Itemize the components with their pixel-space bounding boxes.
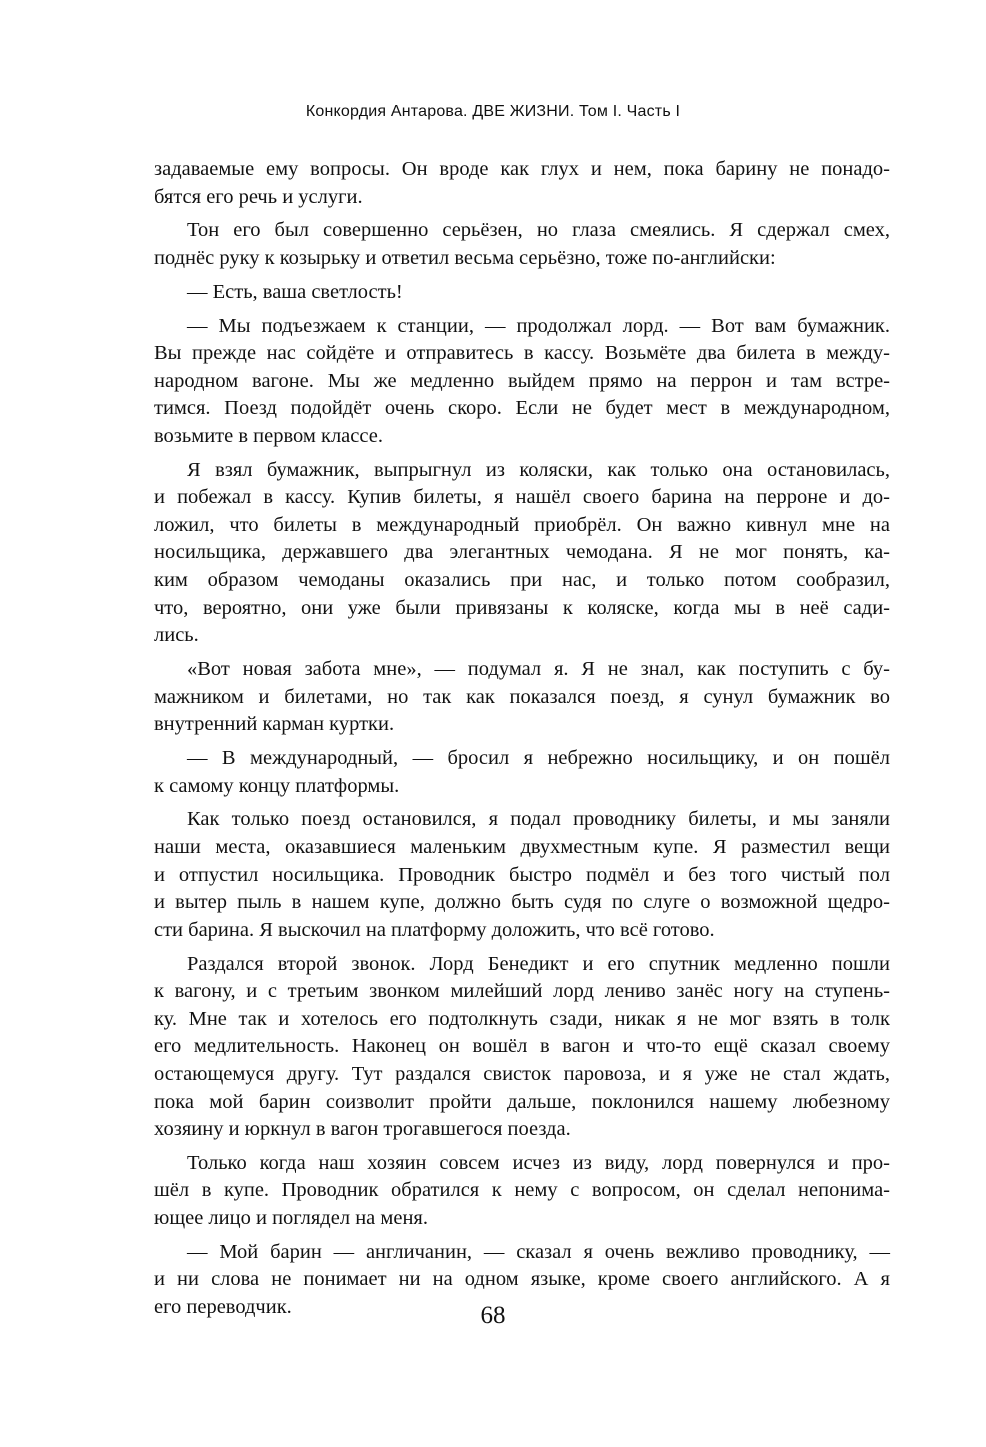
paragraph — [154, 156, 890, 211]
text-line: остающемуся другу. Тут раздался свисток паровоза, и я уже не стал ждать, — [154, 1062, 890, 1085]
text-line: и ни слова не понимает ни на одном языке, кроме своего английского. А я — [154, 1268, 890, 1291]
paragraph — [154, 806, 890, 944]
text-line: лись. — [154, 624, 199, 647]
text-line: «Вот новая забота мне», — подумал я. Я не знал, как поступить с бу- — [187, 658, 890, 681]
text-line: к самому концу платформы. — [154, 774, 400, 797]
paragraph — [154, 313, 890, 451]
text-line: задаваемые ему вопросы. Он вроде как глух и нем, пока барину не понадо- — [154, 158, 890, 180]
text-line: и вытер пыль в нашем купе, должно быть судя по слуге о возможной щедро- — [154, 891, 890, 914]
paragraph — [154, 217, 890, 272]
text-line: бятся его речь и услуги. — [154, 185, 363, 208]
text-line: его медлительность. Наконец он вошёл в вагон и что-то ещё сказал своему — [154, 1035, 890, 1058]
text-line: его переводчик. — [154, 1296, 292, 1319]
text-line: — В международный, — бросил я небрежно носильщику, и он пошёл — [187, 747, 890, 769]
text-line: мажником и билетами, но так как показался поезд, я сунул бумажник во — [154, 685, 890, 708]
text-line: ложил, что билеты в международный приобрёл. Он важно кивнул мне на — [154, 513, 890, 536]
text-line: тимся. Поезд подойдёт очень скоро. Если не будет мест в международном, — [154, 397, 890, 420]
text-line: шёл в купе. Проводник обратился к нему с вопросом, он сделал непонима- — [154, 1179, 890, 1202]
paragraph — [154, 656, 890, 739]
text-line: возьмите в первом классе. — [154, 424, 383, 447]
text-line: ющее лицо и поглядел на меня. — [154, 1207, 428, 1230]
text-line: к вагону, и с третьим звонком милейший лорд лениво занёс ногу на ступень- — [154, 980, 890, 1003]
text-line: сти барина. Я выскочил на платформу доложить, что всё готово. — [154, 918, 715, 941]
text-line: — Мой барин — англичанин, — сказал я очень вежливо проводнику, — — [187, 1240, 890, 1263]
paragraph — [154, 1150, 890, 1233]
paragraph — [154, 951, 890, 1144]
text-line: и отпустил носильщика. Проводник быстро подмёл и без того чистый пол — [154, 863, 890, 886]
text-line: Как только поезд остановился, я подал проводнику билеты, и мы заняли — [187, 808, 890, 831]
text-line: Раздался второй звонок. Лорд Бенедикт и его спутник медленно пошли — [187, 952, 890, 975]
text-line: хозяину и юркнул в вагон трогавшегося поезда. — [154, 1118, 571, 1141]
paragraph — [154, 457, 890, 650]
text-line: ку. Мне так и хотелось его подтолкнуть сзади, никак я не мог взять в толк — [154, 1007, 890, 1030]
text-line: — Мы подъезжаем к станции, — продолжал лорд. — Вот вам бумажник. — [187, 314, 890, 337]
text-line: Вы прежде нас сойдёте и отправитесь в кассу. Возьмёте два билета в между- — [154, 342, 890, 365]
text-line: внутренний карман куртки. — [154, 713, 395, 736]
text-line: носильщика, державшего два элегантных чемодана. Я не мог понять, ка- — [154, 541, 890, 564]
text-line: пока мой барин соизволит пройти дальше, поклонился нашему любезному — [154, 1090, 890, 1113]
text-line: наши места, оказавшиеся маленьким двухместным купе. Я разместил вещи — [154, 835, 890, 858]
text-line: ким образом чемоданы оказались при нас, и только потом сообразил, — [154, 569, 890, 592]
page-number: 68 — [480, 1302, 506, 1329]
text-line: — Есть, ваша светлость! — [187, 280, 403, 303]
running-header: Конкордия Антарова. ДВЕ ЖИЗНИ. Том I. Часть I — [305, 103, 681, 120]
text-line: Тон его был совершенно серьёзен, но глаза смеялись. Я сдержал смех, — [187, 219, 890, 242]
text-line: Я взял бумажник, выпрыгнул из коляски, как только она остановилась, — [187, 458, 890, 481]
text-line: и побежал в кассу. Купив билеты, я нашёл своего барина на перроне и до- — [154, 486, 890, 509]
text-line: поднёс руку к козырьку и ответил весьма серьёзно, тоже по-английски: — [154, 246, 776, 269]
text-line: народном вагоне. Мы же медленно выйдем прямо на перрон и там встре- — [154, 369, 890, 392]
text-line: что, вероятно, они уже были привязаны к коляске, когда мы в неё сади- — [154, 596, 890, 619]
paragraph — [154, 745, 890, 800]
body-text — [154, 156, 890, 1322]
paragraph — [154, 279, 890, 307]
text-line: Только когда наш хозяин совсем исчез из виду, лорд повернулся и про- — [187, 1151, 890, 1174]
